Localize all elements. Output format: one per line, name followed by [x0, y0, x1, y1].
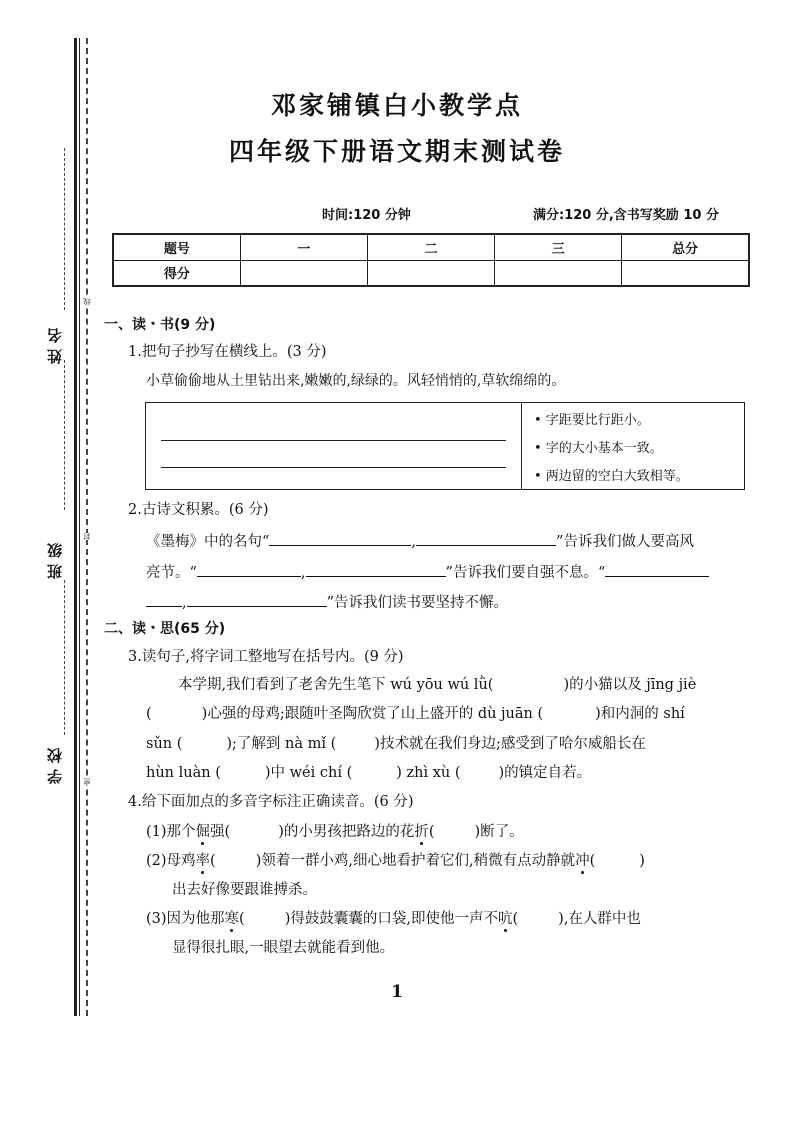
copy-writing-line[interactable]: [161, 467, 506, 468]
copy-tip: • 字的大小基本一致。: [534, 441, 663, 456]
q4-text: (: [589, 853, 596, 869]
q3-title: 3.读句子,将字词工整地写在括号内。(9 分): [128, 649, 404, 665]
q4-text: ): [639, 853, 645, 869]
margin-rule-thick: [74, 38, 77, 1016]
school-title: 邓家铺镇白小教学点: [270, 91, 523, 120]
q3-text: );了解到 nà mǐ (: [226, 736, 337, 752]
dotted-char: 折: [414, 824, 429, 840]
score-table-cell: 二: [367, 234, 494, 260]
q3-text: )中 wéi chí (: [264, 765, 353, 781]
score-input-cell[interactable]: [240, 260, 367, 286]
margin-mark-line: 线: [83, 298, 91, 305]
q4-text: )的小男孩把路边的花: [278, 824, 415, 840]
q4-item2-cont: 出去好像要跟谁搏杀。: [172, 882, 317, 898]
q2-title: 2.古诗文积累。(6 分): [128, 502, 269, 518]
q4-text: 强(: [210, 824, 231, 840]
q4-item1: [146, 822, 524, 842]
copy-tip: • 两边留的空白大致相等。: [534, 469, 689, 484]
margin-mark-seal: 封: [83, 533, 91, 540]
answer-blank[interactable]: [269, 530, 411, 546]
name-label: 姓名: [46, 322, 64, 364]
copy-tip: • 字距要比行距小。: [534, 413, 650, 428]
score-input-cell[interactable]: [495, 260, 622, 286]
q3-line1: [178, 675, 696, 695]
score-table-cell: 得分: [113, 260, 240, 286]
margin-dashed-line: [86, 38, 88, 1016]
q4-text: (1)那个: [146, 824, 196, 840]
q3-text: )和内洞的 shí: [595, 706, 685, 722]
school-label: 学校: [46, 742, 64, 784]
score-table-cell: 题号: [113, 234, 240, 260]
q3-text: )的小猫以及 jīng jiè: [563, 677, 697, 693]
q2-text: ”告诉我们要自强不息。“: [445, 565, 606, 581]
dotted-char: 吭: [497, 911, 513, 927]
answer-blank[interactable]: [306, 561, 446, 577]
q3-text: hùn luàn (: [146, 765, 221, 781]
q2-text: ”告诉我们做人要高风: [556, 534, 694, 550]
dotted-char: 倔: [195, 824, 211, 840]
q4-item3-cont: 显得很扎眼,一眼望去就能看到他。: [172, 940, 395, 956]
q3-text: )技术就在我们身边;感受到了哈尔威船长在: [374, 736, 646, 752]
copy-box: [145, 402, 745, 490]
score-table-cell: 总分: [622, 234, 749, 260]
section1-heading: 一、读・书(9 分): [104, 317, 216, 333]
answer-blank[interactable]: [146, 591, 182, 607]
copy-writing-line[interactable]: [161, 440, 506, 441]
q4-text: (: [428, 824, 435, 840]
q4-text: )领着一群小鸡,细心地看护着它们,稍微有点动静就: [255, 853, 576, 869]
class-underline: [64, 360, 65, 510]
q3-text: )心强的母鸡;跟随叶圣陶欣赏了山上盛开的 dù juān (: [201, 706, 544, 722]
q2-text: 《墨梅》中的名句“: [146, 534, 270, 550]
score-table-cell: 三: [495, 234, 622, 260]
score-input-cell[interactable]: [367, 260, 494, 286]
q4-text: (: [210, 853, 216, 869]
q2-text: 亮节。“: [146, 565, 197, 581]
q3-text: (: [146, 706, 152, 722]
exam-time: 时间:120 分钟: [322, 208, 411, 223]
answer-blank[interactable]: [605, 561, 709, 577]
q3-text: )的镇定自若。: [498, 765, 592, 781]
q3-text: 本学期,我们看到了老舍先生笔下 wú yōu wú lǜ(: [178, 677, 494, 693]
q2-text: ,: [300, 565, 306, 581]
q2-line3: [146, 591, 508, 613]
dotted-char: 率: [195, 853, 211, 869]
q2-line2: [146, 561, 709, 583]
score-table-score-row: [113, 260, 749, 286]
exam-title: 四年级下册语文期末测试卷: [228, 137, 565, 166]
q3-line4: [146, 763, 591, 783]
q2-text: ,: [411, 534, 417, 550]
q1-title: 1.把句子抄写在横线上。(3 分): [128, 344, 327, 360]
school-underline: [64, 580, 65, 735]
q1-sentence: 小草偷偷地从土里钻出来,嫩嫩的,绿绿的。风轻悄悄的,草软绵绵的。: [146, 373, 566, 389]
score-table: [112, 233, 750, 287]
q2-line1: [146, 530, 694, 552]
q2-text: ,: [182, 595, 187, 611]
full-score: 满分:120 分,含书写奖励 10 分: [533, 208, 719, 223]
score-input-cell[interactable]: [622, 260, 749, 286]
score-table-cell: 一: [240, 234, 367, 260]
q4-item3: [146, 909, 641, 929]
q4-text: (2)母鸡: [146, 853, 196, 869]
margin-mark-secret: 密: [83, 778, 91, 785]
class-label: 班级: [46, 537, 64, 579]
q3-line3: [146, 734, 646, 754]
q4-text: )得鼓鼓囊囊的口袋,即使他一声不: [284, 911, 498, 927]
q4-text: ),在人群中也: [558, 911, 641, 927]
q2-text: ”告诉我们读书要坚持不懈。: [326, 595, 509, 611]
page-number: 1: [391, 982, 403, 1002]
q4-text: (: [512, 911, 519, 927]
answer-blank[interactable]: [187, 591, 327, 607]
section2-heading: 二、读・思(65 分): [104, 621, 226, 637]
margin-rule-thin: [79, 38, 80, 1016]
dotted-char: 寒: [224, 911, 240, 927]
name-underline: [64, 148, 65, 310]
copy-box-divider: [521, 403, 522, 489]
q4-item2: [146, 851, 645, 871]
q4-text: )断了。: [474, 824, 524, 840]
q4-text: (: [239, 911, 245, 927]
answer-blank[interactable]: [197, 561, 301, 577]
q3-text: sǔn (: [146, 736, 183, 752]
dotted-char: 冲: [575, 853, 590, 869]
q4-title: 4.给下面加点的多音字标注正确读音。(6 分): [128, 794, 414, 810]
q3-text: ) zhì xù (: [396, 765, 461, 781]
score-table-header-row: [113, 234, 749, 260]
q4-text: (3)因为他那: [146, 911, 225, 927]
answer-blank[interactable]: [416, 530, 556, 546]
q3-line2: [146, 704, 685, 724]
